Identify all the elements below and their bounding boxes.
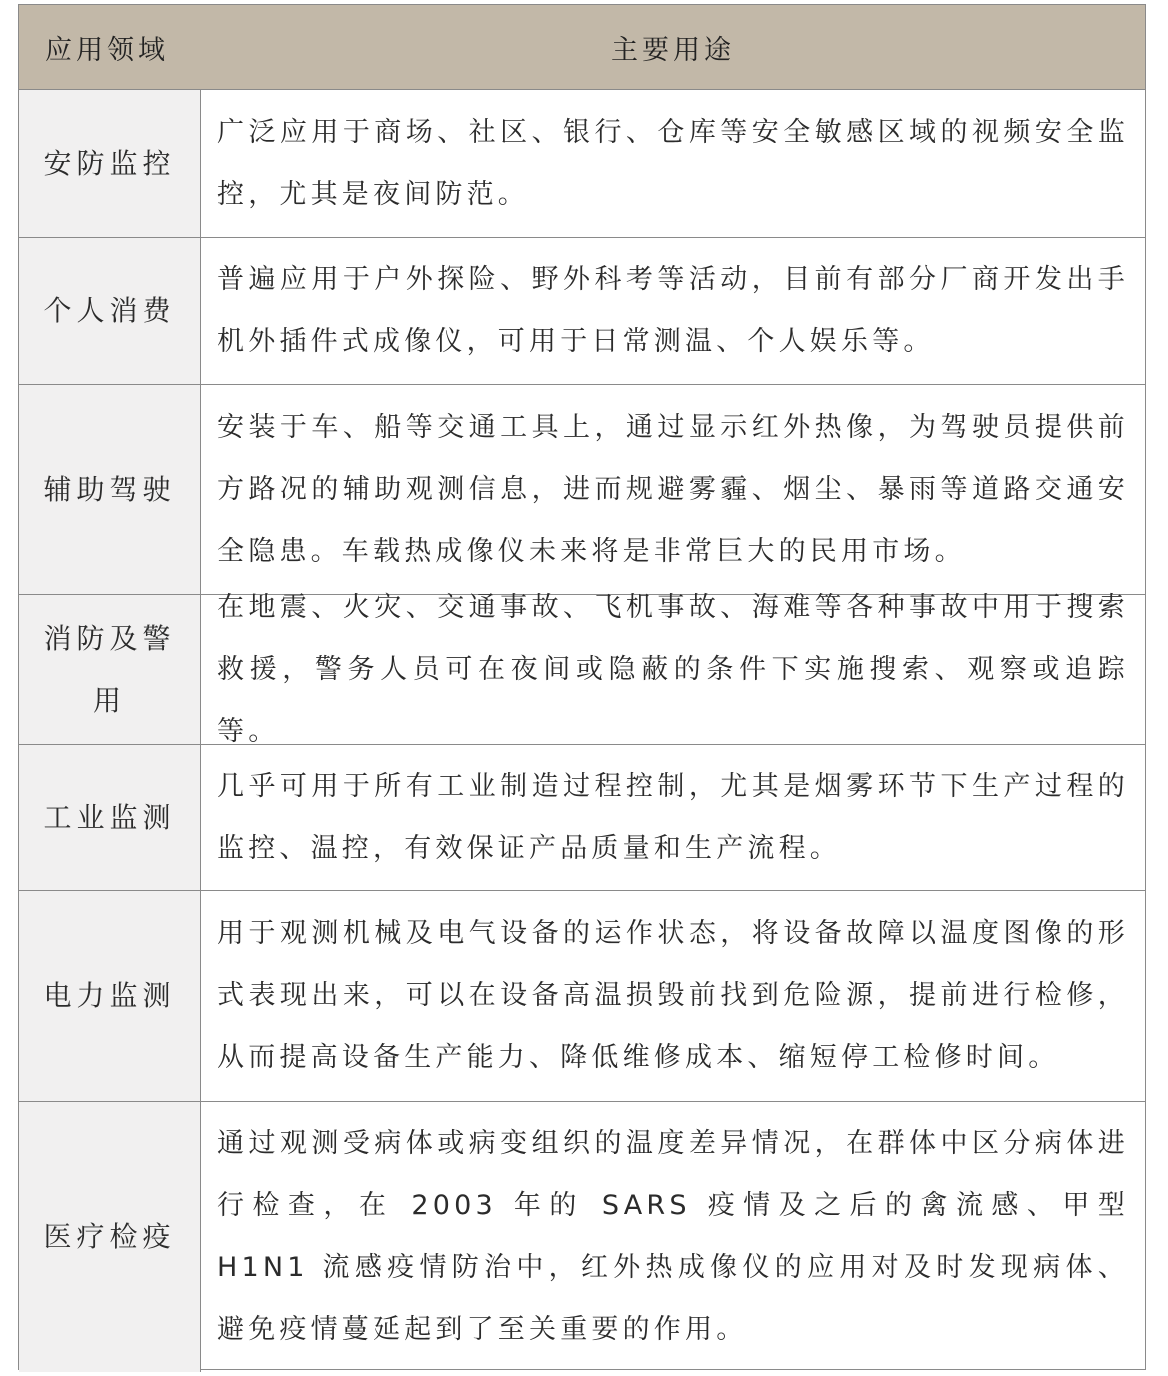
row-usage-text: 普遍应用于户外探险、野外科考等活动，目前有部分厂商开发出手机外插件式成像仪，可用于日常测温、个人娱乐等。: [217, 264, 1129, 357]
table-row: [19, 1102, 1145, 1372]
row-field: 电力监测: [19, 891, 201, 1101]
table-row: [19, 385, 1145, 595]
row-usage-text: 在地震、火灾、交通事故、飞机事故、海难等各种事故中用于搜索救援，警务人员可在夜间或隐蔽的条件下实施搜索、观察或追踪等。: [217, 591, 1129, 747]
row-field: 消防及警用: [19, 595, 201, 744]
row-field: 医疗检疫: [19, 1102, 201, 1372]
row-usage-text: 广泛应用于商场、社区、银行、仓库等安全敏感区域的视频安全监控，尤其是夜间防范。: [217, 116, 1129, 210]
row-usage-text: 安装于车、船等交通工具上，通过显示红外热像，为驾驶员提供前方路况的辅助观测信息，进而规避雾霾、烟尘、暴雨等道路交通安全隐患。车载热成像仪未来将是非常巨大的民用市场。: [217, 411, 1129, 567]
row-usage: [201, 90, 1145, 237]
row-field: 工业监测: [19, 745, 201, 890]
table-header: [19, 5, 1145, 90]
row-field: 个人消费: [19, 238, 201, 384]
table-row: [19, 745, 1145, 891]
row-usage: [201, 238, 1145, 384]
row-usage: [201, 591, 1145, 747]
row-usage: [201, 385, 1145, 594]
row-usage-text: 几乎可用于所有工业制造过程控制，尤其是烟雾环节下生产过程的监控、温控，有效保证产品质量和生产流程。: [217, 770, 1129, 864]
row-usage: [201, 745, 1145, 890]
table-row: [19, 90, 1145, 238]
row-usage-text: 用于观测机械及电气设备的运作状态，将设备故障以温度图像的形式表现出来，可以在设备高温损毁前找到危险源，提前进行检修，从而提高设备生产能力、降低维修成本、缩短停工检修时间。: [217, 918, 1129, 1073]
row-usage-text: 通过观测受病体或病变组织的温度差异情况，在群体中区分病体进行检查，在 2003 年的 SARS 疫情及之后的禽流感、甲型 H1N1 流感疫情防治中，红外热成像仪的应用对及时发现病体、避免疫情蔓延起到了至关重要的作用。: [217, 1128, 1129, 1345]
application-table: [18, 4, 1146, 1370]
row-field: 辅助驾驶: [19, 385, 201, 594]
row-usage: [201, 891, 1145, 1101]
header-usage: 主要用途: [611, 34, 735, 66]
table-row: [19, 238, 1145, 385]
row-usage: [201, 1102, 1145, 1372]
table-row: [19, 591, 1145, 747]
row-field: 安防监控: [19, 90, 201, 237]
header-field: 应用领域: [45, 34, 169, 66]
table-row: [19, 891, 1145, 1102]
